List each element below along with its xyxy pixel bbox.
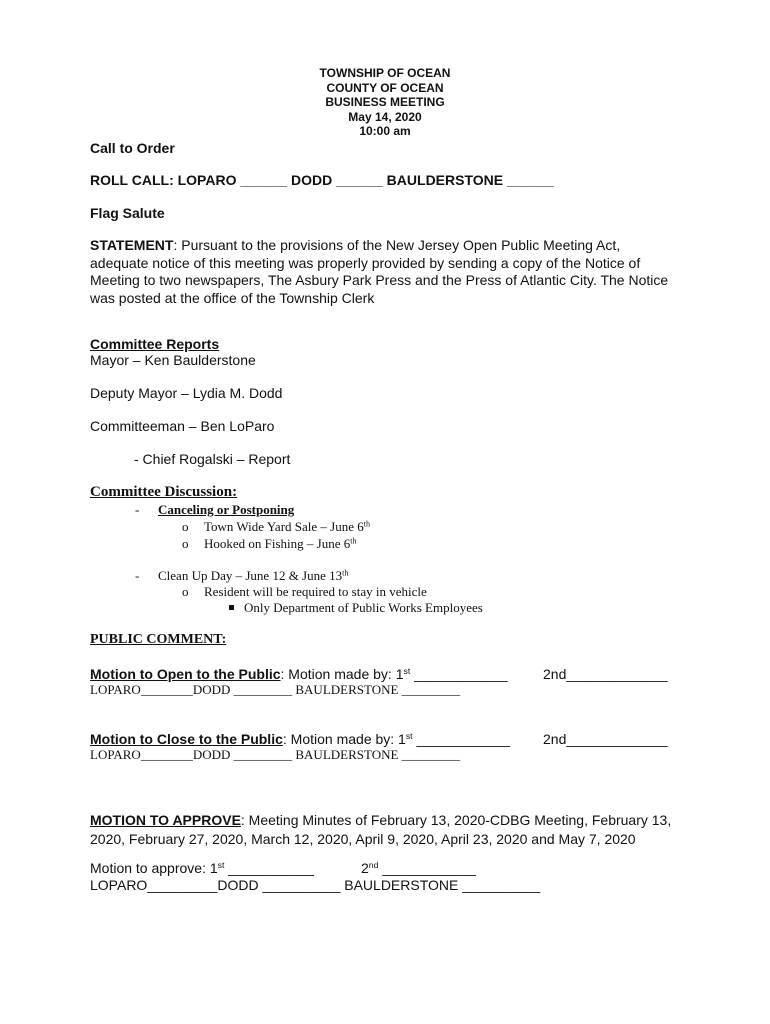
header-date: May 14, 2020: [348, 109, 422, 124]
motion-open-second: 2nd_____________: [543, 666, 668, 682]
list-item-yard-sale: Town Wide Yard Sale – June 6th: [204, 519, 370, 534]
list-dash: -: [135, 502, 140, 517]
list-item-public-works: Only Department of Public Works Employees: [229, 600, 483, 616]
list-marker: o: [182, 519, 189, 534]
list-item-resident: Resident will be required to stay in vehicle: [204, 584, 427, 599]
statement-paragraph: [90, 237, 680, 307]
mayor-line: Mayor – Ken Baulderstone: [90, 352, 256, 368]
header-meeting-type: BUSINESS MEETING: [325, 95, 445, 109]
header-county: COUNTY OF OCEAN: [326, 80, 444, 95]
statement-label: STATEMENT: [90, 237, 174, 253]
document-header: [245, 66, 525, 139]
chief-report-line: - Chief Rogalski – Report: [134, 451, 291, 467]
motion-close-line: Motion to Close to the Public: Motion made by: 1st ____________: [90, 731, 510, 747]
list-dash: -: [135, 568, 140, 583]
square-bullet-icon: [229, 605, 234, 610]
motion-open-roll: LOPARO________DODD _________ BAULDERSTONE _________: [90, 682, 461, 697]
motion-approve-paragraph: MOTION TO APPROVE: Meeting Minutes of February 13, 2020-CDBG Meeting, February 13, 2020, February 27, 2020, March 12, 2020, April 9, 2020, April 23, 2020 and May 7, 2020: [90, 812, 672, 847]
list-item-clean-up-day: Clean Up Day – June 12 & June 13th: [158, 568, 349, 583]
header-township: TOWNSHIP OF OCEAN: [319, 66, 451, 80]
roll-call: ROLL CALL: LOPARO ______ DODD ______ BAULDERSTONE ______: [90, 172, 554, 188]
committee-reports-title: Committee Reports: [90, 336, 220, 352]
motion-close-second: 2nd_____________: [543, 731, 668, 747]
deputy-mayor-line: Deputy Mayor – Lydia M. Dodd: [90, 385, 283, 401]
statement-text: : Pursuant to the provisions of the New Jersey Open Public Meeting Act, adequate notice of this meeting was properly provided by sending a copy of the Notice of Meeting to two newspapers, The Asbury Park Press and the Press of Atlantic City. The Notice was posted at the office of the Township Clerk: [90, 237, 669, 306]
public-comment-title: PUBLIC COMMENT:: [90, 632, 227, 647]
motion-open-line: Motion to Open to the Public: Motion made by: 1st ____________: [90, 666, 508, 682]
call-to-order: Call to Order: [90, 140, 175, 156]
list-item-fishing: Hooked on Fishing – June 6th: [204, 536, 357, 551]
motion-approve-line: Motion to approve: 1st ___________: [90, 860, 314, 876]
motion-approve-roll: LOPARO_________DODD __________ BAULDERSTONE __________: [90, 877, 541, 893]
header-time: 10:00 am: [359, 124, 411, 138]
flag-salute: Flag Salute: [90, 205, 165, 221]
list-item-canceling: Canceling or Postponing: [158, 502, 295, 517]
motion-close-roll: LOPARO________DODD _________ BAULDERSTONE _________: [90, 747, 461, 762]
motion-approve-second: 2nd ____________: [361, 860, 476, 876]
committeeman-line: Committeeman – Ben LoParo: [90, 418, 275, 434]
committee-discussion-title: Committee Discussion:: [90, 484, 238, 500]
list-marker: o: [182, 584, 189, 599]
list-marker: o: [182, 536, 189, 551]
